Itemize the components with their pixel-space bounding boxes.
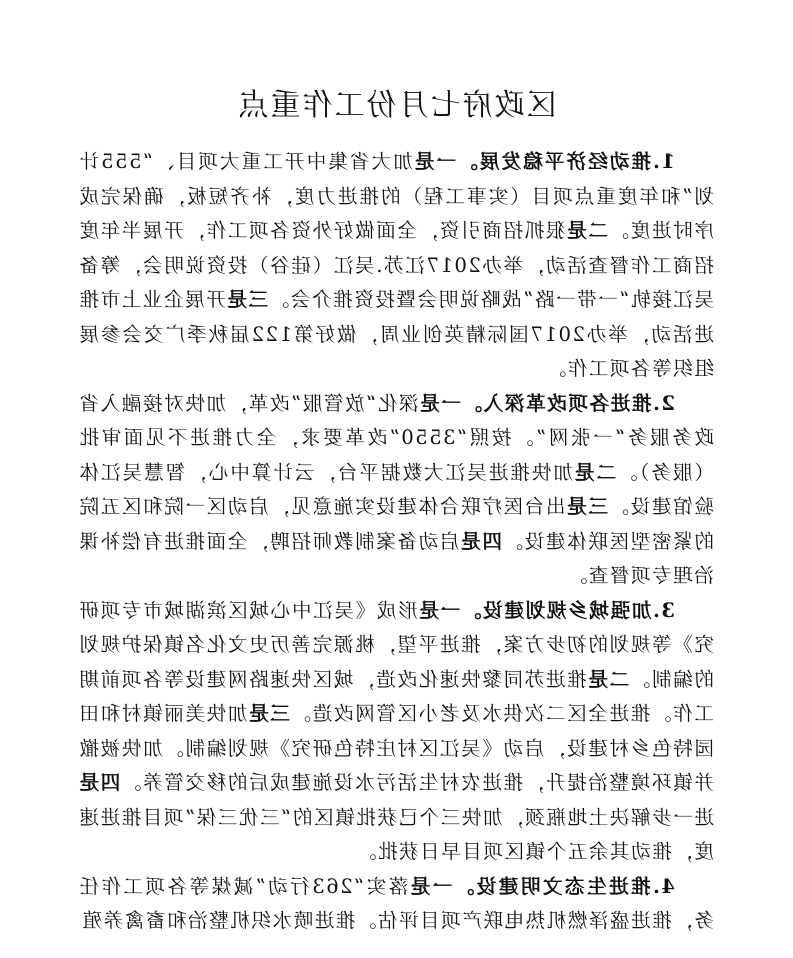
paragraph-text: 开展企业上市推进活动，举办2017国际精英创业周，做好第122届秋季广交会参展组织等各项工作。 — [77, 288, 714, 380]
item-marker: 四是 — [77, 771, 121, 794]
item-marker: 三是 — [247, 702, 290, 725]
paragraph-text: 出台医疗联合体建设实施意见，启动区一院和区五院的紧密型医联体建设。 — [77, 495, 714, 553]
section-heading: 3.加强城乡规划建设。 — [460, 598, 675, 622]
paragraph-text: 推进苏同黎快速化改造，城区快速路网建设等各项前期工作。推进全区二次供水及老小区管网改造。 — [77, 667, 714, 725]
item-marker: 三是 — [565, 495, 608, 518]
paragraph-text: 狠抓招商引资，全面做好外资各项工作，开展半年度招商工作督查活动，举办2017江苏.吴江（硅谷）投资说明会，筹备吴江接轨“一带一路”战略说明会暨投资推介会。 — [77, 219, 714, 311]
paragraph-ecology — [78, 870, 714, 939]
paragraph-economy — [78, 145, 714, 387]
paragraph-text: 加快推进吴江大数据平台，云计算中心，智慧吴江体验馆建设。 — [77, 460, 714, 518]
section-heading: 2.推进各项改革深入。 — [460, 391, 675, 415]
paragraph-text: 启动备案制教师招聘，全面推进有偿补课治理专项督查。 — [77, 529, 714, 587]
item-marker: 二是 — [565, 219, 608, 242]
section-heading: 1.推动经济平稳发展。 — [456, 150, 675, 173]
document-body — [78, 145, 714, 939]
paragraph-text: 形成《吴江中心城区滨湖城市专项研究》等规划的初步方案，推进平望，桃源完善历史文化名镇保护规划的编制。 — [78, 598, 714, 691]
item-marker: 一是 — [417, 598, 461, 622]
paragraph-reform — [78, 387, 714, 594]
item-marker: 三是 — [225, 288, 269, 311]
paragraph-text: 加快美丽镇村和田园特色乡村建设，启动《吴江区村庄特色研究》规划编制。加快被撤并镇环境整治提升，推进农村生活污水设施建成后的移交管养。 — [77, 702, 714, 794]
paragraph-text: 深化“放管服”改革，加快对接融入省政务服务“一张网”。按照“3550”改革要求，全力推进不见面审批（服务）。 — [78, 391, 714, 484]
item-marker: 一是 — [418, 391, 461, 415]
item-marker: 四是 — [459, 529, 502, 553]
document-title: 区政府七月份工作重点 — [236, 88, 557, 123]
item-marker: 一是 — [408, 874, 453, 898]
item-marker: 二是 — [572, 460, 617, 484]
paragraph-text: 加大省集中开工重大项目、“555计划”和年度重点项目（实事工程）的推进力度，补齐短板，确保完成序时进度。 — [78, 150, 714, 242]
paragraph-text: 落实“263行动”减煤等各项工作任务，推进盛泽燃机热电联产项目评估。推进喷水织机整治和畜禽养殖 — [78, 874, 714, 932]
paragraph-planning — [78, 594, 714, 870]
item-marker: 一是 — [412, 150, 457, 173]
section-heading: 4.推进生态文明建设。 — [452, 874, 675, 898]
item-marker: 二是 — [586, 667, 630, 691]
paragraph-text: 进一步解决土地瓶颈，加快三个已获批镇区的“三优三保”项目推进速度，推动其余五个镇区项目早日获批。 — [78, 805, 714, 863]
